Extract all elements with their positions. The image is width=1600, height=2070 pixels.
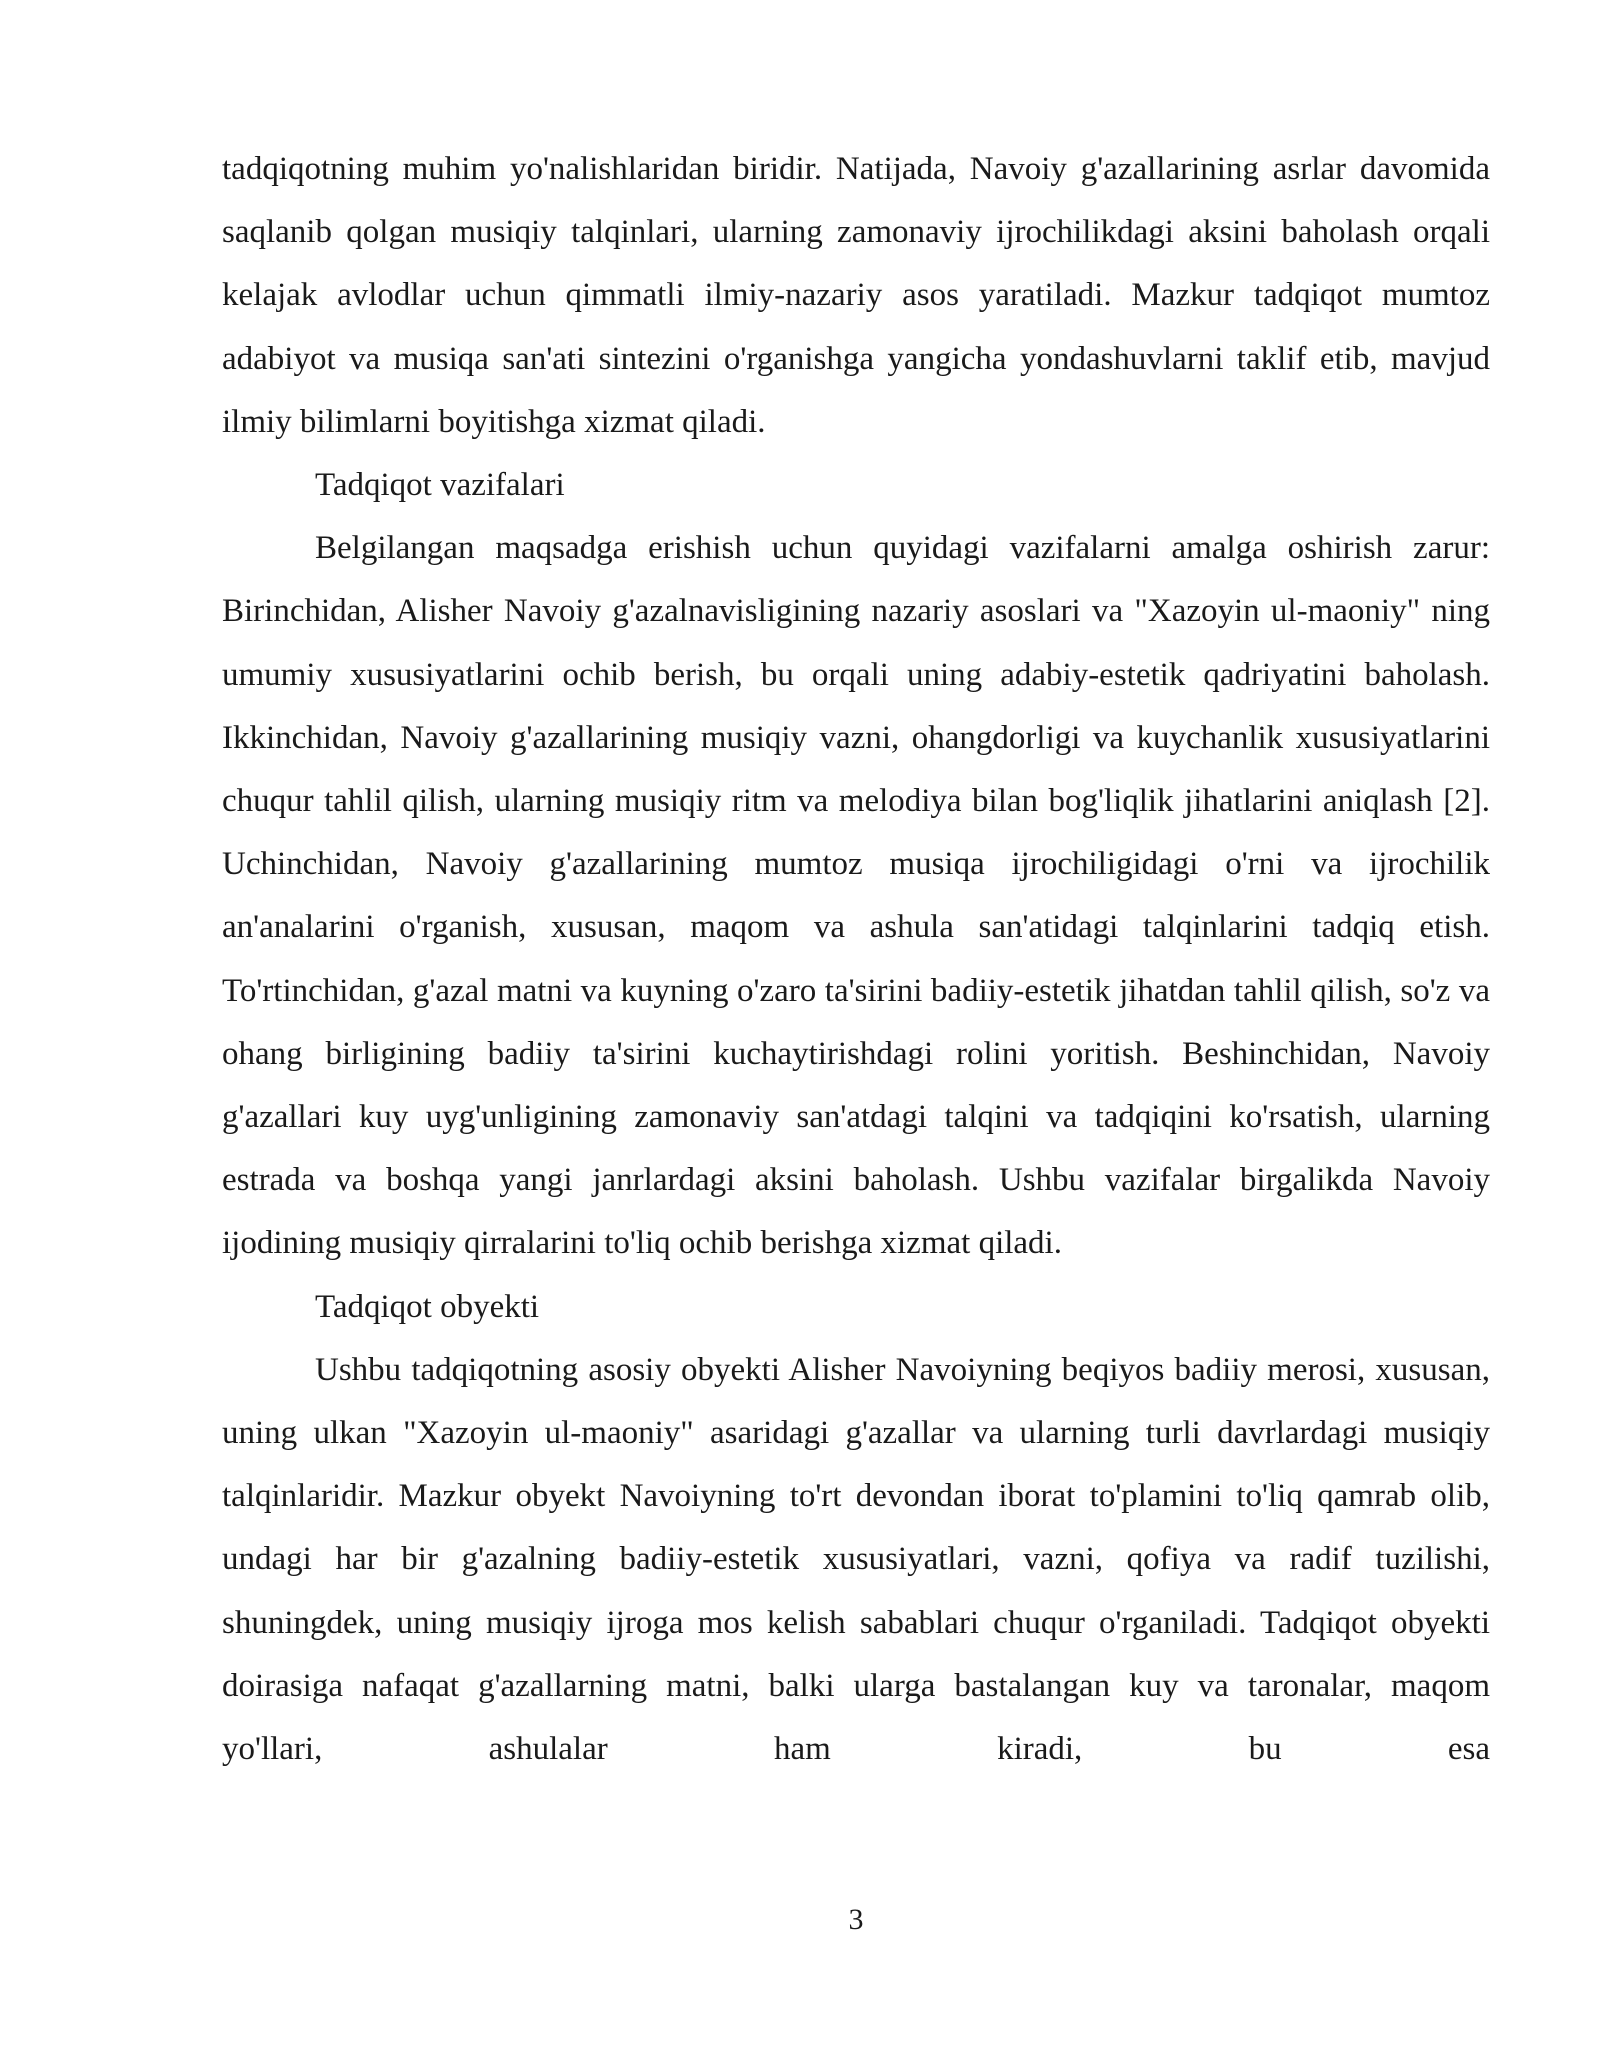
paragraph-intro-continuation: tadqiqotning muhim yo'nalishlaridan biridir. Natijada, Navoiy g'azallarining asrlar davomida saqlanib qolgan musiqiy talqinlari, ularning zamonaviy ijrochilikdagi aksini baholash orqali kelajak avlodlar uchun qimmatli ilmiy-nazariy asos yaratiladi. Mazkur tadqiqot mumtoz adabiyot va musiqa san'ati sintezini o'rganishga yangicha yondashuvlarni taklif etib, mavjud ilmiy bilimlarni boyitishga xizmat qiladi. xyxy=(222,151,1490,440)
paragraph-obyekt: Ushbu tadqiqotning asosiy obyekti Alisher Navoiyning beqiyos badiiy merosi, xususan, uning ulkan "Xazoyin ul-maoniy" asaridagi g'azallar va ularning turli davrlardagi musiqiy talqinlaridir. Mazkur obyekt Navoiyning to'rt devondan iborat to'plamini to'liq qamrab olib, undagi har bir g'azalning badiiy-estetik xususiyatlari, vazni, qofiya va radif tuzilishi, shuningdek, uning musiqiy ijroga mos kelish sabablari chuqur o'rganiladi. Tadqiqot obyekti doirasiga nafaqat g'azallarning matni, balki ularga bastalangan kuy va taronalar, maqom yo'llari, ashulalar ham kiradi, bu esa xyxy=(222,1351,1490,1768)
body-text xyxy=(222,138,1490,1781)
page-number: 3 xyxy=(848,1903,864,1936)
paragraph-vazifalar: Belgilangan maqsadga erishish uchun quyidagi vazifalarni amalga oshirish zarur: Birinchidan, Alisher Navoiy g'azalnavisligining nazariy asoslari va "Xazoyin ul-maoniy" ning umumiy xususiyatlarini ochib berish, bu orqali uning adabiy-estetik qadriyatini baholash. Ikkinchidan, Navoiy g'azallarining musiqiy vazni, ohangdorligi va kuychanlik xususiyatlarini chuqur tahlil qilish, ularning musiqiy ritm va melodiya bilan bog'liqlik jihatlarini aniqlash [2]. Uchinchidan, Navoiy g'azallarining mumtoz musiqa ijrochiligidagi o'rni va ijrochilik an'analarini o'rganish, xususan, maqom va ashula san'atidagi talqinlarini tadqiq etish. To'rtinchidan, g'azal matni va kuyning o'zaro ta'sirini badiiy-estetik jihatdan tahlil qilish, so'z va ohang birligining badiiy ta'sirini kuchaytirishdagi rolini yoritish. Beshinchidan, Navoiy g'azallari kuy uyg'unligining zamonaviy san'atdagi talqini va tadqiqini ko'rsatish, ularning estrada va boshqa yangi janrlardagi aksini baholash. Ushbu vazifalar birgalikda Navoiy ijodining musiqiy qirralarini to'liq ochib berishga xizmat qiladi. xyxy=(222,530,1490,1262)
heading-tadqiqot-vazifalari: Tadqiqot vazifalari xyxy=(315,467,565,504)
heading-tadqiqot-obyekti: Tadqiqot obyekti xyxy=(315,1288,540,1325)
